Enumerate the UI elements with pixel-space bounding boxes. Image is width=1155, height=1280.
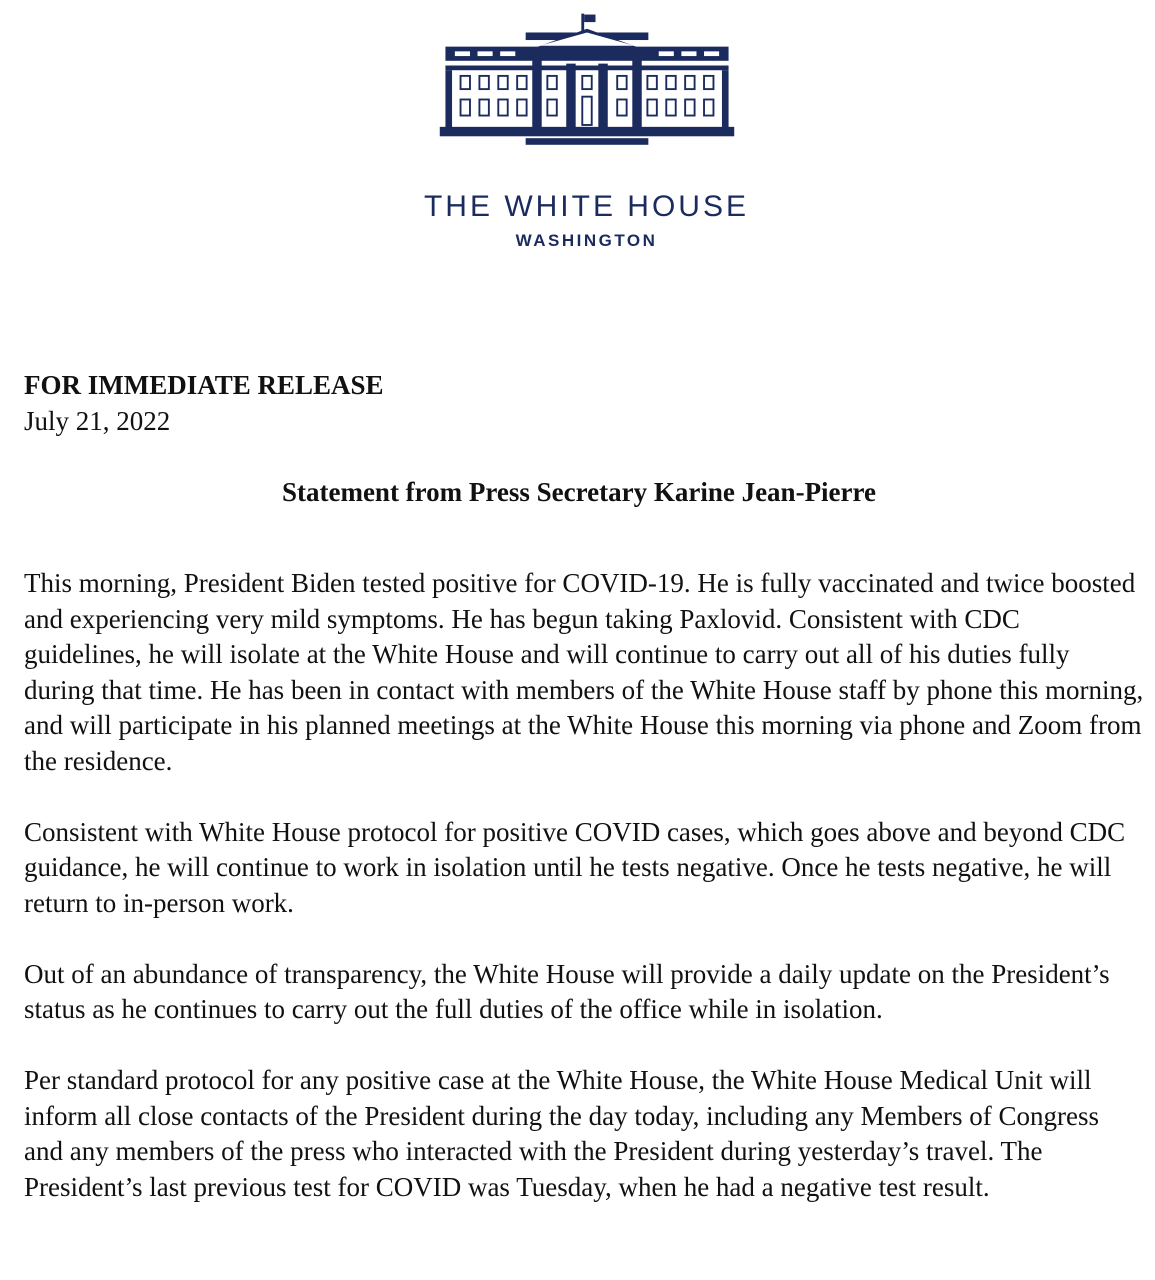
release-label: FOR IMMEDIATE RELEASE [24,370,384,400]
org-name: THE WHITE HOUSE [423,190,749,223]
paragraph: Per standard protocol for any positive case at the White House, the White House Medical Unit will inform all close contacts of the President during the day today, including any Members of Congress and any members of the press who interacted with the President during yesterday’s travel. The President’s last previous test for COVID was Tuesday, when he had a negative test result. [24,1065,1100,1202]
white-house-logo [436,10,738,155]
org-location: WASHINGTON [515,231,658,250]
release-date: July 21, 2022 [24,406,171,436]
paragraph: This morning, President Biden tested positive for COVID-19. He is fully vaccinated and twice boosted and experiencing very mild symptoms. He has begun taking Paxlovid. Consistent with CDC guidelines, he will isolate at the White House and will continue to carry out all of his duties fully during that time. He has been in contact with members of the White House staff by phone this morning, and will participate in his planned meetings at the White House this morning via phone and Zoom from the residence. [24,568,1144,776]
paragraph: Consistent with White House protocol for positive COVID cases, which goes above and beyond CDC guidance, he will continue to work in isolation until he tests negative. Once he tests negative, he will return to in-person work. [24,816,1126,918]
statement-body [24,566,1144,1241]
paragraph: Out of an abundance of transparency, the White House will provide a daily update on the President’s status as he continues to carry out the full duties of the office while in isolation. [24,958,1110,1024]
statement-title: Statement from Press Secretary Karine Jean-Pierre [281,477,877,507]
